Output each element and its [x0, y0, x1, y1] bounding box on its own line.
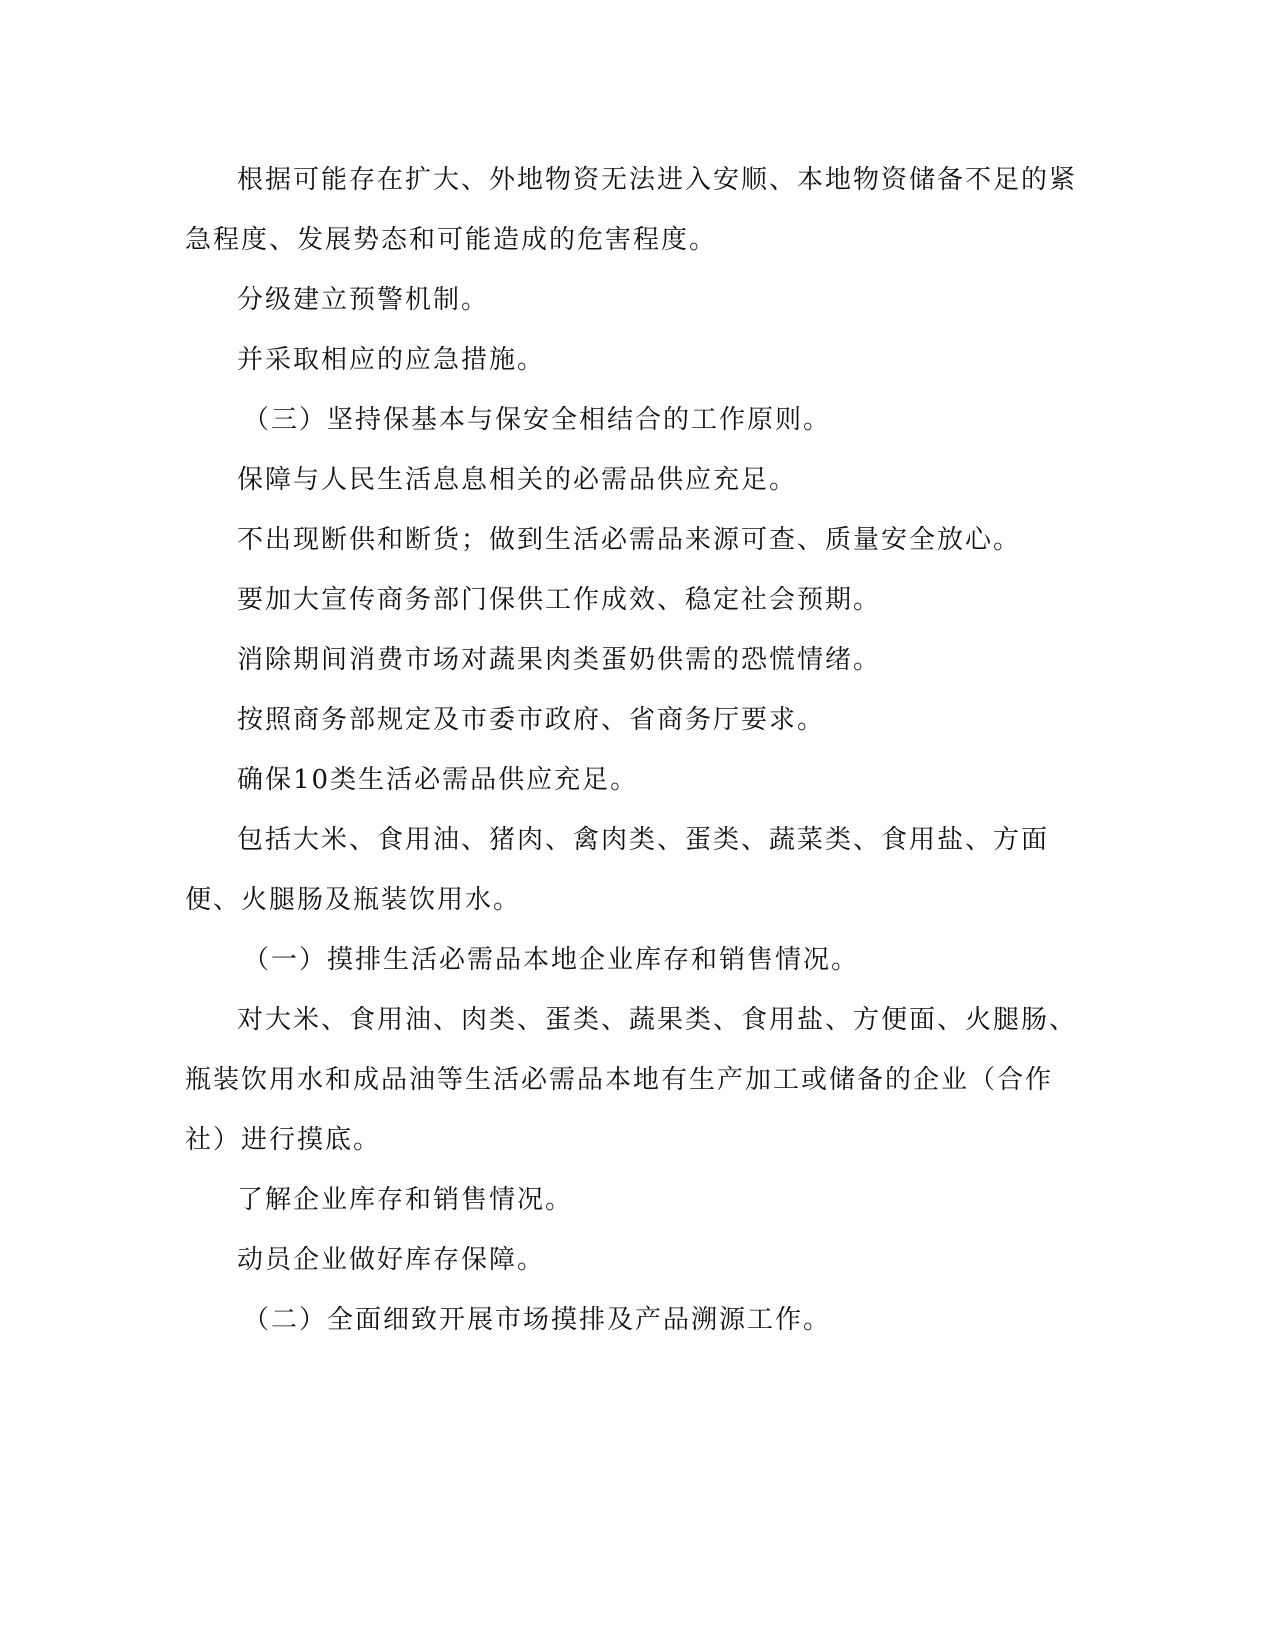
paragraph-9: 按照商务部规定及市委市政府、省商务厅要求。	[237, 705, 826, 735]
section-heading-1: （一）摸排生活必需品本地企业库存和销售情况。	[243, 945, 860, 975]
paragraph-2: 分级建立预警机制。	[237, 285, 490, 315]
paragraph-1: 根据可能存在扩大、外地物资无法进入安顺、本地物资储备不足的紧急程度、发展势态和可能造成的危害程度。	[185, 165, 1078, 255]
section-heading-3: （三）坚持保基本与保安全相结合的工作原则。	[243, 405, 832, 435]
paragraph-5: 保障与人民生活息息相关的必需品供应充足。	[237, 465, 798, 495]
paragraph-14: 了解企业库存和销售情况。	[237, 1185, 574, 1215]
paragraph-7: 要加大宣传商务部门保供工作成效、稳定社会预期。	[237, 585, 882, 615]
document-body	[185, 150, 1085, 1350]
paragraph-11: 包括大米、食用油、猪肉、禽肉类、蛋类、蔬菜类、食用盐、方面便、火腿肠及瓶装饮用水。	[185, 825, 1050, 915]
paragraph-8: 消除期间消费市场对蔬果肉类蛋奶供需的恐慌情绪。	[237, 645, 882, 675]
section-heading-2: （二）全面细致开展市场摸排及产品溯源工作。	[243, 1305, 832, 1335]
paragraph-6: 不出现断供和断货；做到生活必需品来源可查、质量安全放心。	[237, 525, 1022, 555]
paragraph-13: 对大米、食用油、肉类、蛋类、蔬果类、食用盐、方便面、火腿肠、瓶装饮用水和成品油等生活必需品本地有生产加工或储备的企业（合作社）进行摸底。	[185, 1005, 1078, 1155]
paragraph-3: 并采取相应的应急措施。	[237, 345, 546, 375]
paragraph-15: 动员企业做好库存保障。	[237, 1245, 546, 1275]
paragraph-10: 确保10类生活必需品供应充足。	[237, 765, 639, 795]
